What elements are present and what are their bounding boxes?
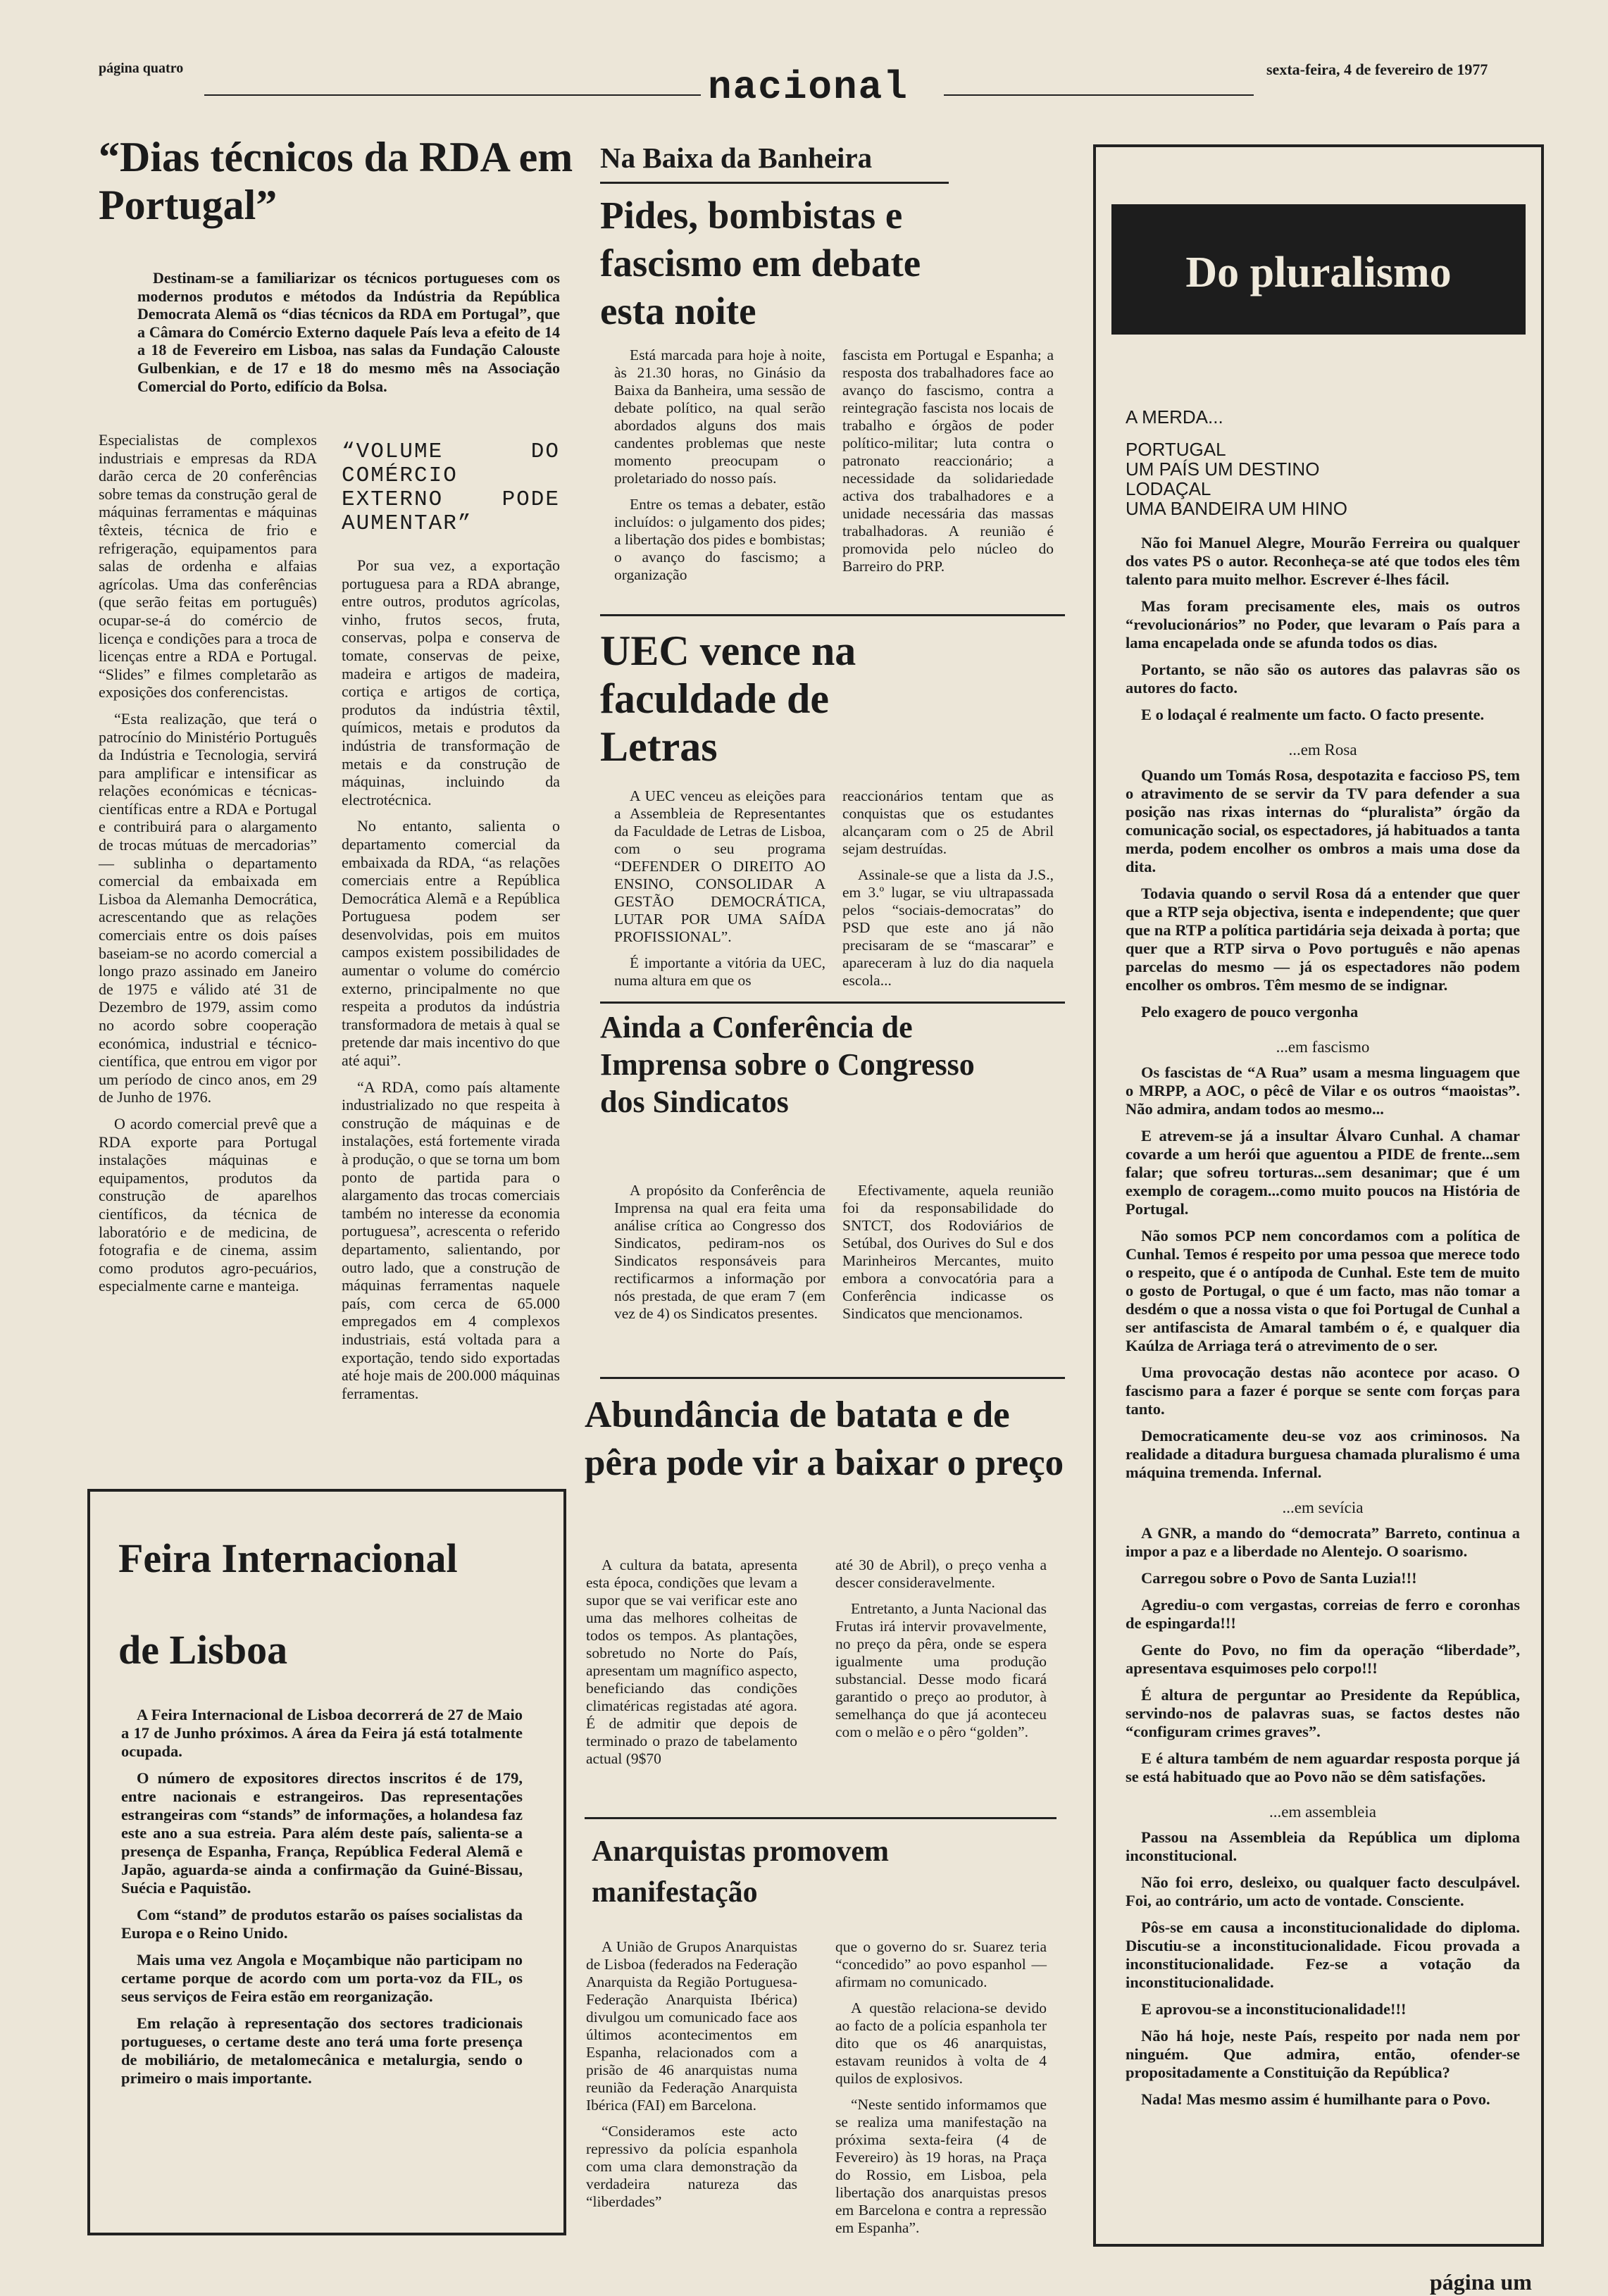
header-rule-left <box>204 94 701 96</box>
rda-col2-para: No entanto, salienta o departamento comercial da embaixada da RDA, “as relações comerciais entre a República Democrática Alemã e a República Portuguesa podem ser desenvolvidas, pois em muitos campos existem possibilidades de aumentar o volume do comércio externo, principalmente no que respeita a produtos da indústria transformadora de metais à qual se pretende dar mais incentivo do que até aqui”. <box>342 817 560 1070</box>
uec-col1-para: A UEC venceu as eleições para a Assembleia de Representantes da Faculdade de Letras de Lisboa, com o seu programa “DEFENDER O DIREITO AO ENSINO, CONSOLIDAR A GESTÃO DEMOCRÁTICA, LUTAR POR UMA SAÍDA PROFISSIONAL”. <box>614 787 825 945</box>
pluralismo-body <box>1126 534 1520 2117</box>
pluralismo-para: Portanto, se não são os autores das palavras são os autores do facto. <box>1126 661 1520 697</box>
sindicatos-col1-para: A propósito da Conferência de Imprensa na qual era feita uma análise crítica ao Congresso dos Sindicatos, pediram-nos os Sindicatos responsáveis para rectificarmos a informação por nós prestada, de que eram 7 (em vez de 4) os Sindicatos presentes. <box>614 1182 825 1322</box>
feira-para: Em relação à representação dos sectores tradicionais portugueses, o certame deste ano terá uma forte presença de mobiliário, de metalomecânica e metalurgia, sendo o primeiro o mais importante. <box>121 2014 523 2087</box>
rda-subhead <box>342 440 560 536</box>
feira-title-line-1: Feira Internacional <box>118 1535 458 1581</box>
pluralismo-para: Não somos PCP nem concordamos com a política de Cunhal. Temos é respeito por uma pessoa que merece todo o respeito, que é o antípoda de Cunhal. Este tem de muito o gosto de Portugal, o que é um facto, mas não tomar a desdém o que a nossa vista o que foi Portugal de Cunhal a ser antifascista de Amaral também o é, e qualquer dia Kaúlza de Arriaga terá o atrevimento de o ser. <box>1126 1227 1520 1354</box>
uec-bottom-rule <box>600 1002 1065 1004</box>
sindicatos-headline: Ainda a Conferência de Imprensa sobre o Congresso dos Sindicatos <box>600 1010 975 1119</box>
feira-para: Mais uma vez Angola e Moçambique não participam no certame porque de acordo com um porta-voz da FIL, os seus serviços de Feira estão em reorganização. <box>121 1951 523 2005</box>
sindicatos-bottom-rule <box>600 1377 1065 1379</box>
pluralismo-para: Agrediu-o com vergastas, correias de ferro e coronhas de espingarda!!! <box>1126 1596 1520 1632</box>
pides-headline: Pides, bombistas e fascismo em debate esta noite <box>600 194 921 332</box>
batata-column-2 <box>835 1556 1047 1749</box>
pluralismo-intro <box>1126 407 1520 518</box>
uec-col2-para: reaccionários tentam que as conquistas que os estudantes alcançaram com o 25 de Abril sejam destruídas. <box>842 787 1054 857</box>
pluralismo-para: Nada! Mas mesmo assim é humilhante para o Povo. <box>1141 2090 1490 2108</box>
batata-col1-para: A cultura da batata, apresenta esta época, condições que levam a supor que se vai verificar este ano uma das melhores colheitas de todos os tempos. As plantações, sobretudo no Norte do País, apresentam um magnífico aspecto, beneficiando das condições climatéricas registadas até agora. É de admitir que depois de terminado o prazo de tabelamento actual (9$70 <box>586 1556 797 1767</box>
issue-date: sexta-feira, 4 de fevereiro de 1977 <box>1266 61 1488 78</box>
pluralismo-para: E o lodaçal é realmente um facto. O facto presente. <box>1141 706 1485 723</box>
rda-col1-para: “Esta realização, que terá o patrocínio do Ministério Português da Indústria e Tecnologia, servirá para amplificar e intensificar as relações económicas e técnicas-científicas entre a RDA e Portugal e contribuirá para o alargamento de trocas mútuas de mercadorias” — sublinha o departamento comercial da embaixada em Lisboa da Alemanha Democrática, acrescentando que as relações comerciais entre os dois países baseiam-se no acordo comercial a longo prazo assinado em Janeiro de 1975 e válido até 31 de Dezembro de 1979, assim como no acordo sobre cooperação económica, industrial e técnico-científica, que entrou em vigor por um período de cinco anos, em 29 de Junho de 1976. <box>99 709 317 1106</box>
sindicatos-headline-wrap <box>600 1009 995 1121</box>
pides-col1-para: Entre os temas a debater, estão incluídos: o julgamento dos pides; a libertação dos pides e bombistas; o avanço do fascismo; a organização <box>614 496 825 583</box>
anarq-col1-para: A União de Grupos Anarquistas de Lisboa (federados na Federação Anarquista da Região Portuguesa-Federação Anarquista Ibérica) divulgou um comunicado face aos últimos acontecimentos em Espanha, relacionados com a prisão de 46 anarquistas numa reunião da Federação Anarquista Ibérica (FAI) em Barcelona. <box>586 1938 797 2114</box>
pluralismo-para: Não há hoje, neste País, respeito por nada nem por ninguém. Que admira, então, ofender-se propositadamente a Constituição da República? <box>1126 2027 1520 2081</box>
pluralismo-para: Uma provocação destas não acontece por acaso. O fascismo para a fazer é porque se sente com forças para tanto. <box>1126 1364 1520 1418</box>
pluralismo-title: Do pluralismo <box>1185 249 1452 297</box>
pluralismo-para: Os fascistas de “A Rua” usam a mesma linguagem que o MRPP, a AOC, o pêcê de Vilar e os outros “maoistas”. Não admira, andam todos ao mesmo... <box>1126 1063 1520 1118</box>
pluralismo-para: Pelo exagero de pouco vergonha <box>1141 1003 1359 1021</box>
uec-col1-para: É importante a vitória da UEC, numa altura em que os <box>614 954 825 989</box>
pides-col2-para: fascista em Portugal e Espanha; a resposta dos trabalhadores face ao avanço do fascismo, contra a reintegração fascista nos locais de trabalho e órgãos de poder político-militar; luta contra o patronato reaccionário; a necessidade da solidariedade activa dos trabalhadores e a unidade necessária das massas trabalhadoras. A reunião é promovida pelo núcleo do Barreiro do PRP. <box>842 347 1054 575</box>
rda-col1-para: Especialistas de complexos industriais e empresas da RDA darão cerca de 20 conferências sobre temas da construção geral de máquinas ferramentas e máquinas têxteis, técnica de frio e refrigeração, equipamentos para salas de ordenha e alfaias agrícolas. Uma das conferências (que serão feitas em português) ocupar-se-á do comércio de licença e condições para a troca de licenças entre a RDA e Portugal. “Slides” e filmes completarão as exposições dos conferencistas. <box>99 431 317 701</box>
pides-column-1 <box>614 347 825 592</box>
pluralismo-para: Mas foram precisamente eles, mais os outros “revolucionários” no Poder, que levaram o País para a lama encapelada onde se afunda todos os dias. <box>1126 597 1520 651</box>
batata-headline: Abundância de batata e de pêra pode vir a baixar o preço <box>585 1395 1064 1483</box>
batata-column-1 <box>586 1556 797 1776</box>
uec-headline: UEC vence na faculdade de Letras <box>600 628 856 770</box>
feira-para: Com “stand” de produtos estarão os países socialistas da Europa e o Reino Unido. <box>121 1906 523 1942</box>
batata-col2-para: Entretanto, a Junta Nacional das Frutas irá intervir provavelmente, no preço da pêra, onde se espera igualmente uma produção substancial. Desse modo ficará garantido o preço ao produtor, à semelhança do que já aconteceu com o melão e o pêro “golden”. <box>835 1600 1047 1740</box>
pluralismo-para: É altura de perguntar ao Presidente da República, servindo-nos de palavras suas, se factos destes não “configuram crimes graves”. <box>1126 1686 1520 1740</box>
feira-para: A Feira Internacional de Lisboa decorrerá de 27 de Maio a 17 de Junho próximos. A área da Feira já está totalmente ocupada. <box>121 1706 523 1760</box>
batata-bottom-rule <box>585 1817 1057 1819</box>
page-number-label: página quatro <box>99 61 184 76</box>
pides-column-2 <box>842 347 1054 584</box>
anarq-col2-para: que o governo do sr. Suarez teria “concedido” ao povo espanhol — afirmam no comunicado. <box>835 1938 1047 1990</box>
feira-title-line-2: de Lisboa <box>118 1626 288 1673</box>
pluralismo-para: Pôs-se em causa a inconstitucionalidade do diploma. Discutiu-se a inconstitucionalidade. Ficou provada a inconstitucionalidade. Fez-se a votação da inconstitucionalidade. <box>1126 1918 1520 1991</box>
pluralismo-para: Passou na Assembleia da República um diploma inconstitucional. <box>1126 1828 1520 1864</box>
feira-headline <box>118 1535 541 1673</box>
feira-body <box>121 1706 523 2096</box>
footer-page-label: página um <box>1430 2269 1532 2295</box>
anarq-column-1 <box>586 1938 797 2219</box>
rda-subhead-text: “VOLUME DO COMÉRCIO EXTERNO PODE AUMENTAR” <box>342 439 560 536</box>
uec-column-1 <box>614 787 825 998</box>
anarq-headline-wrap <box>592 1831 944 1913</box>
rda-headline: “Dias técnicos da RDA em Portugal” <box>99 134 573 228</box>
pluralismo-para: Não foi erro, desleixo, ou qualquer facto desculpável. Foi, ao contrário, um acto de vontade. Consciente. <box>1126 1873 1520 1909</box>
anarq-column-2 <box>835 1938 1047 2245</box>
pides-bottom-rule <box>600 614 1065 616</box>
rda-col2-para: “A RDA, como país altamente industrializado no que respeita à construção de máquinas e de instalações, está fortemente virada à produção, o que se torna um bom ponto de partida para o alargamento das trocas comerciais também no interesse da economia portuguesa”, acrescenta o referido departamento, salientando, por outro lado, que a construção de máquinas ferramentas naquele país, com cerca de 65.000 empregados em 4 complexos industriais, está voltada para a exportação, tendo sido exportadas até hoje mais de 200.000 máquinas ferramentas. <box>342 1078 560 1402</box>
pluralismo-para: E aprovou-se a inconstitucionalidade!!! <box>1141 2000 1407 2018</box>
pluralismo-subhead: ...em Rosa <box>1288 741 1357 759</box>
rda-col1-para: O acordo comercial prevê que a RDA exporte para Portugal instalações máquinas e equipamentos, produtos da construção de aparelhos científicos, da técnica de laboratório e de medicina, de fotografia e de cinema, assim como produtos agro-pecuários, especialmente carne e manteiga. <box>99 1114 317 1295</box>
batata-headline-wrap <box>585 1391 1071 1487</box>
pides-headline-wrap <box>600 192 945 335</box>
pluralismo-intro-1: A MERDA... <box>1126 406 1223 428</box>
rda-col2-para: Por sua vez, a exportação portuguesa para a RDA abrange, entre outros, produtos agrícolas, vinho, frutos secos, fruta, conservas, polpa e conserva de tomate, conservas de peixe, madeira e artigos de madeira, cortiça e artigos de cortiça, produtos da indústria têxtil, químicos, metais e produtos da indústria de transformação de metais e da construção de máquinas, incluindo da electrotécnica. <box>342 556 560 809</box>
anarq-headline: Anarquistas promovem manifestação <box>592 1835 889 1909</box>
uec-column-2 <box>842 787 1054 998</box>
rda-article <box>99 134 578 230</box>
pides-kicker-wrap <box>600 141 945 175</box>
pluralismo-para: Todavia quando o servil Rosa dá a entender que quer que a RTP seja objectiva, isenta e independente; que quer que na RTP a política partidária seja deixada à porta; que quer que a RTP sirva o Povo português e não apenas parcelas do mesmo — já os espectadores não podem encolher os ombros. Têm mesmo de se indignar. <box>1126 885 1520 994</box>
pluralismo-para: Democraticamente deu-se voz aos criminosos. Na realidade a ditadura burguesa chamada pluralismo é uma máquina tremenda. Infernal. <box>1126 1427 1520 1481</box>
pluralismo-subhead: ...em sevícia <box>1282 1499 1364 1516</box>
pides-kicker: Na Baixa da Banheira <box>600 142 873 174</box>
batata-col2-para: até 30 de Abril), o preço venha a descer consideravelmente. <box>835 1556 1047 1591</box>
anarq-col2-para: A questão relaciona-se devido ao facto de a polícia espanhola ter dito que os 46 anarquistas, estavam reunidos à volta de 4 quilos de explosivos. <box>835 1999 1047 2087</box>
sindicatos-column-2 <box>842 1182 1054 1331</box>
pluralismo-para: E é altura também de nem aguardar resposta porque já se está habituado que ao Povo não se dêm satisfações. <box>1126 1749 1520 1785</box>
pides-kicker-rule <box>600 182 949 184</box>
pluralismo-para: Quando um Tomás Rosa, despotazita e faccioso PS, tem o atravimento de se servir da TV para defender a sua posição nas rixas internas do “pluralista” órgão da comunicação social, os espectadores, já habituados a tanta merda, podem encolher os ombros a mais uma dose da dita. <box>1126 766 1520 875</box>
section-title: nacional <box>708 65 909 110</box>
pides-col1-para: Está marcada para hoje à noite, às 21.30 horas, no Ginásio da Baixa da Banheira, uma sessão de debate político, na qual serão abordados alguns dos mais candentes problemas que neste momento preocupam o proletariado do nosso país. <box>614 347 825 487</box>
sindicatos-column-1 <box>614 1182 825 1331</box>
anarq-col1-para: “Consideramos este acto repressivo da polícia espanhola com uma clara demonstração da verdadeira natureza das “liberdades” <box>586 2123 797 2210</box>
pluralismo-para: Gente do Povo, no fim da operação “liberdade”, apresentava esquimoses pelo corpo!!! <box>1126 1641 1520 1677</box>
rda-column-1 <box>99 431 317 1304</box>
sindicatos-col2-para: Efectivamente, aquela reunião foi da responsabilidade do SNTCT, dos Rodoviários de Setúbal, dos Ourives do Sul e dos Marinheiros Mercantes, muito embora a convocatória para a Conferência indicasse os Sindicatos que mencionamos. <box>842 1182 1054 1322</box>
pluralismo-intro-2: PORTUGAL UM PAÍS UM DESTINO LODAÇAL UMA BANDEIRA UM HINO <box>1126 439 1347 519</box>
pluralismo-para: Carregou sobre o Povo de Santa Luzia!!! <box>1141 1569 1417 1587</box>
uec-headline-wrap <box>600 627 945 770</box>
rda-lead <box>137 269 560 404</box>
pluralismo-para: A GNR, a mando do “democrata” Barreto, continua a impor a paz e a liberdade no Alentejo. O soarismo. <box>1126 1524 1520 1560</box>
rda-column-2 <box>342 556 560 1411</box>
pluralismo-para: E atrevem-se já a insultar Álvaro Cunhal. A chamar covarde a um herói que aguentou a PIDE de frente...sem falar; que sofreu torturas...sem desanimar; que é um exemplo de coragem...como muito poucos na História de Portugal. <box>1126 1127 1520 1218</box>
rda-lead-text: Destinam-se a familiarizar os técnicos portugueses com os modernos produtos e métodos da Indústria da República Democrata Alemã os “dias técnicos da RDA em Portugal”, que a Câmara do Comércio Externo daquele País leva a efeito de 14 a 18 de Fevereiro em Lisboa, nas salas da Fundação Calouste Gulbenkian, e de 17 e 18 do mesmo mês na Associação Comercial do Porto, edifício da Bolsa. <box>137 269 560 395</box>
uec-col2-para: Assinale-se que a lista da J.S., em 3.º lugar, se viu ultrapassada pelos “sociais-democratas” do PSD que este ano já não precisaram de se “mascarar” e apareceram à luz do dia naquela escola... <box>842 866 1054 989</box>
pluralismo-para: Não foi Manuel Alegre, Mourão Ferreira ou qualquer dos vates PS o autor. Reconheça-se até que todos eles têm talento para muito melhor. Escrever é-lhes fácil. <box>1126 534 1520 588</box>
anarq-col2-para: “Neste sentido informamos que se realiza uma manifestação na próxima sexta-feira (4 de Fevereiro) às 19 horas, na Praça do Rossio, em Lisboa, pela libertação dos anarquistas presos em Barcelona e contra a repressão em Espanha”. <box>835 2096 1047 2236</box>
header-rule-right <box>944 94 1254 96</box>
pluralismo-subhead: ...em assembleia <box>1269 1803 1376 1821</box>
feira-para: O número de expositores directos inscritos é de 179, entre nacionais e estrangeiros. Das representações estrangeiras com “stands” de informações, a holandesa faz este ano a sua estreia. Para além deste país, salienta-se a presença de Espanha, França, República Federal Alemã e Japão, aguarda-se ainda a confirmação da Guiné-Bissau, Suécia e Paquistão. <box>121 1769 523 1897</box>
pluralismo-subhead: ...em fascismo <box>1276 1038 1370 1056</box>
